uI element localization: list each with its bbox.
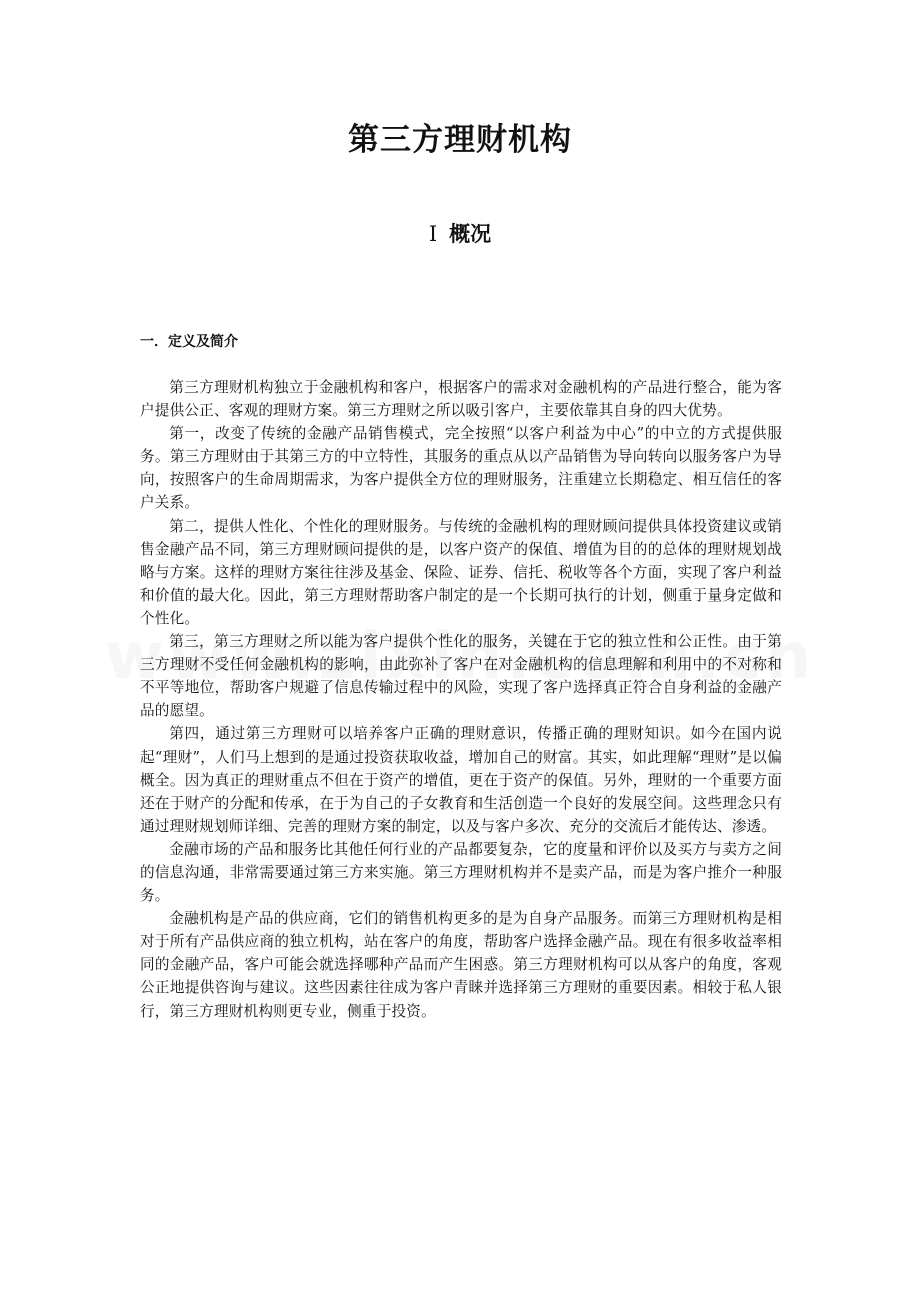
paragraph-advantage-3: 第三，第三方理财之所以能为客户提供个性化的服务，关键在于它的独立性和公正性。由于第三方理财不受任何金融机构的影响，由此弥补了客户在对金融机构的信息理解和利用中的不对称和不平等地位，帮助客户规避了信息传输过程中的风险，实现了客户选择真正符合自身利益的金融产品的愿望。	[140, 633, 782, 720]
body-text	[140, 376, 782, 1023]
paragraph-intro: 第三方理财机构独立于金融机构和客户，根据客户的需求对金融机构的产品进行整合，能为客户提供公正、客观的理财方案。第三方理财之所以吸引客户，主要依靠其自身的四大优势。	[140, 379, 782, 420]
paragraph-institutions: 金融机构是产品的供应商，它们的销售机构更多的是为自身产品服务。而第三方理财机构是相对于所有产品供应商的独立机构，站在客户的角度，帮助客户选择金融产品。现在有很多收益率相同的金融产品，客户可能会就选择哪种产品而产生困惑。第三方理财机构可以从客户的角度，客观公正地提供咨询与建议。这些因素往往成为客户青睐并选择第三方理财的重要因素。相较于私人银行，第三方理财机构则更专业，侧重于投资。	[140, 910, 782, 1020]
document-title: 第三方理财机构	[348, 122, 572, 158]
paragraph-market: 金融市场的产品和服务比其他任何行业的产品都要复杂，它的度量和评价以及买方与卖方之间的信息沟通，非常需要通过第三方来实施。第三方理财机构并不是卖产品，而是为客户推介一种服务。	[140, 840, 782, 905]
paragraph-advantage-2: 第二，提供人性化、个性化的理财服务。与传统的金融机构的理财顾问提供具体投资建议或销售金融产品不同，第三方理财顾问提供的是，以客户资产的保值、增值为目的的总体的理财规划战略与方案。这样的理财方案往往涉及基金、保险、证券、信托、税收等各个方面，实现了客户利益和价值的最大化。因此，第三方理财帮助客户制定的是一个长期可执行的计划，侧重于量身定做和个性化。	[140, 517, 782, 627]
paragraph-advantage-1: 第一，改变了传统的金融产品销售模式，完全按照“以客户利益为中心”的中立的方式提供服务。第三方理财由于其第三方的中立特性，其服务的重点从以产品销售为导向转向以服务客户为导向，按照客户的生命周期需求，为客户提供全方位的理财服务，注重建立长期稳定、相互信任的客户关系。	[140, 425, 782, 512]
paragraph-advantage-4: 第四，通过第三方理财可以培养客户正确的理财意识，传播正确的理财知识。如今在国内说起“理财”，人们马上想到的是通过投资获取收益，增加自己的财富。其实，如此理解“理财”是以偏概全。因为真正的理财重点不但在于资产的增值，更在于资产的保值。另外，理财的一个重要方面还在于财产的分配和传承，在于为自己的子女教育和生活创造一个良好的发展空间。这些理念只有通过理财规划师详细、完善的理财方案的制定，以及与客户多次、充分的交流后才能传达、渗透。	[140, 725, 782, 835]
chapter-name: 概况	[449, 222, 492, 246]
section-heading: 一．定义及简介	[140, 334, 238, 350]
chapter-title	[0, 218, 920, 248]
chapter-number: I	[428, 222, 438, 246]
